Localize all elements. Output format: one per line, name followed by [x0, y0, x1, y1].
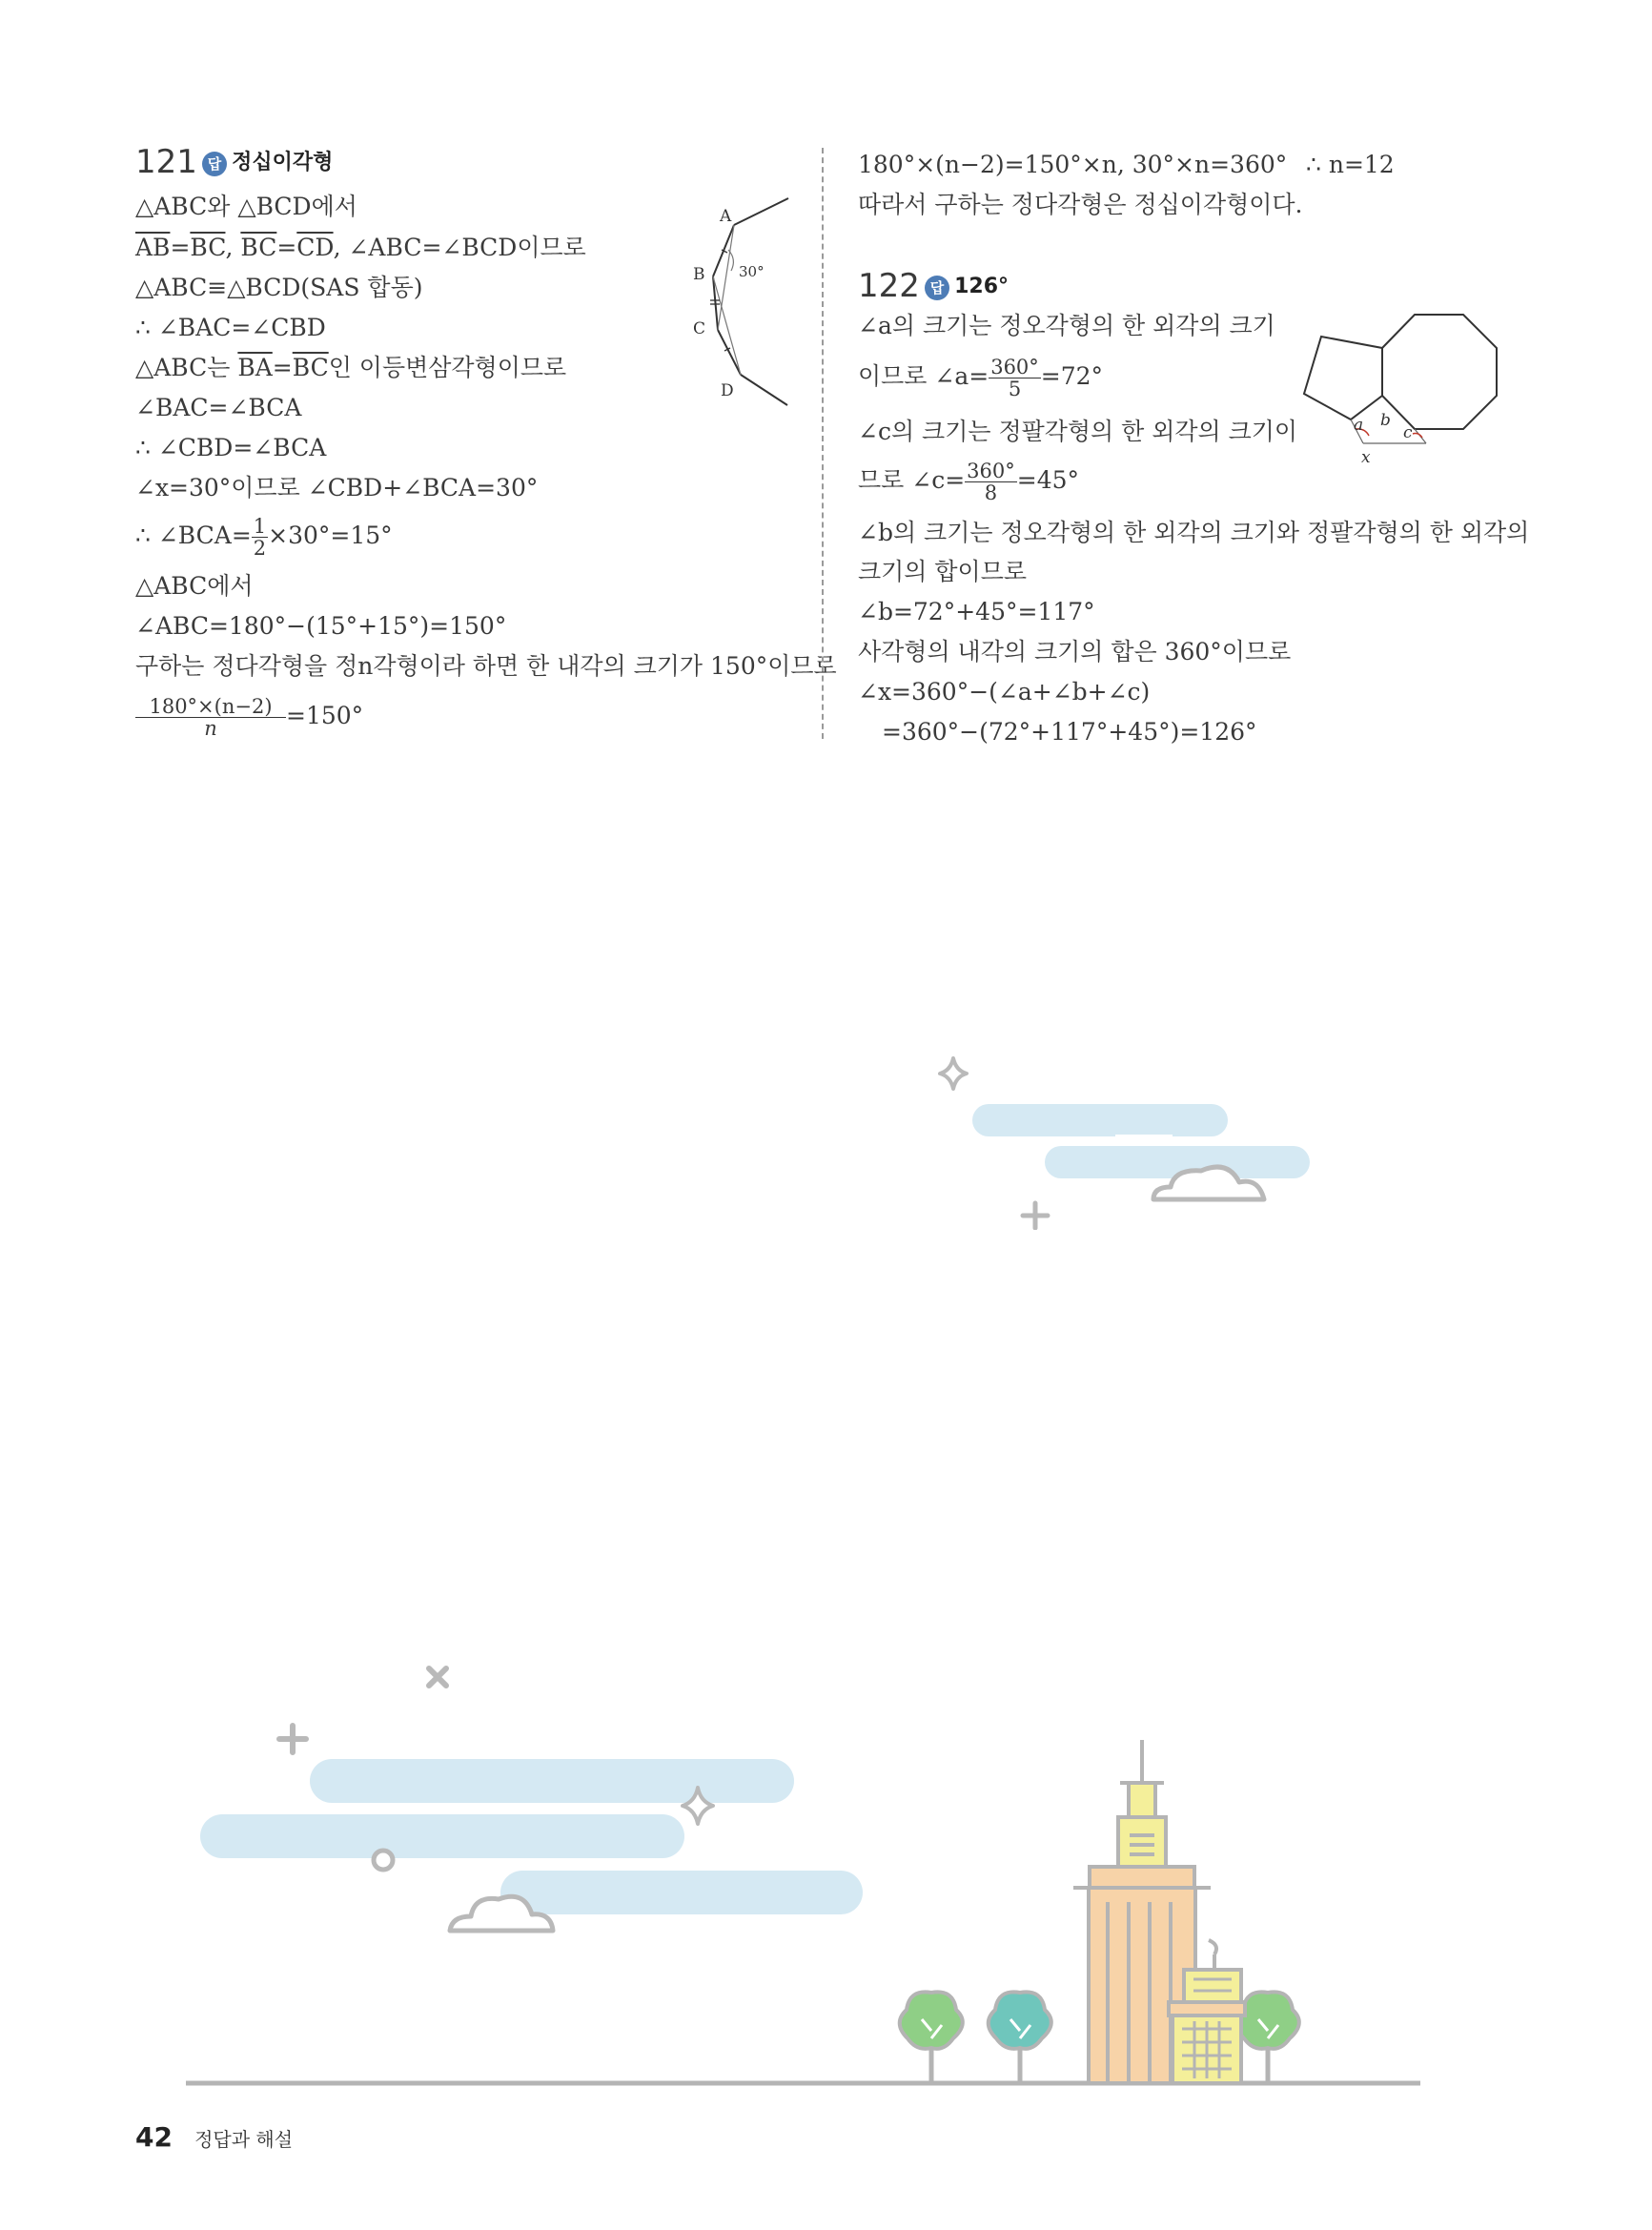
label-a: a: [1354, 416, 1364, 435]
answer-text: 정십이각형: [232, 151, 334, 174]
footer-title: 정답과 해설: [194, 2128, 294, 2151]
text-line: ∴ n=12: [1306, 151, 1395, 178]
fraction-360-8: [965, 460, 1017, 503]
label-angle: 30°: [739, 263, 765, 280]
decorative-clouds-upper: [925, 1039, 1344, 1230]
label-x: x: [1361, 448, 1371, 467]
text-line: 구하는 정다각형을 정n각형이라 하면 한 내각의 크기가 150°이므로: [135, 652, 837, 680]
text-fragment: 이므로 ∠a=: [858, 362, 989, 390]
problem-122-header: [858, 267, 1009, 305]
text-fragment: △ABC는: [135, 354, 238, 381]
text-fragment: 인 이등변삼각형이므로: [328, 354, 567, 381]
text-line: △ABC≡△BCD(SAS 합동): [135, 274, 423, 301]
column-divider: [822, 148, 824, 739]
label-C: C: [693, 319, 706, 338]
plus-icon: [279, 1726, 306, 1752]
page-footer: [135, 2121, 293, 2153]
problem-number: 122: [858, 267, 920, 305]
answer-badge: 답: [925, 276, 949, 300]
text-fragment: =: [276, 234, 297, 261]
text-line: ∴ ∠CBD=∠BCA: [135, 434, 327, 461]
cloud-band: [310, 1759, 794, 1803]
text-line: ∴ ∠BAC=∠CBD: [135, 314, 326, 341]
text-line: ∠a의 크기는 정오각형의 한 외각의 크기: [858, 312, 1275, 339]
text-line: [135, 354, 566, 382]
text-fragment: =: [272, 354, 293, 381]
cloud-band: [200, 1814, 684, 1858]
tree-icon: [989, 1992, 1051, 2083]
text-line: 따라서 구하는 정다각형은 정십이각형이다.: [858, 191, 1303, 218]
fraction-360-5: [989, 357, 1041, 399]
fraction-numerator: 360°: [967, 460, 1015, 482]
text-line: [858, 356, 1103, 399]
text-fragment: =150°: [286, 702, 364, 729]
label-c: c: [1403, 423, 1413, 442]
text-line: ∠b=72°+45°=117°: [858, 598, 1095, 625]
cloud-band: [500, 1871, 863, 1914]
text-fragment: ∴ ∠BCA=: [135, 522, 252, 549]
text-line: △ABC에서: [135, 572, 254, 600]
fraction-denominator: 2: [253, 537, 267, 560]
text-line: [135, 515, 393, 559]
label-B: B: [693, 265, 705, 284]
text-line: =360°−(72°+117°+45°)=126°: [882, 718, 1257, 746]
text-line: [858, 460, 1079, 503]
label-b: b: [1380, 411, 1391, 430]
fraction-denominator: 8: [984, 481, 998, 504]
text-line: 사각형의 내각의 크기의 합은 360°이므로: [858, 638, 1292, 665]
close-mark-icon: [429, 1668, 446, 1686]
fraction-numerator: 1: [253, 515, 267, 538]
segment: $\overline{BC}$: [292, 354, 329, 381]
text-line: [135, 234, 586, 262]
segment: $\overline{CD}$: [296, 234, 334, 261]
circle-mark-icon: [374, 1851, 393, 1870]
text-line: 180°×(n−2)=150°×n, 30°×n=360°: [858, 151, 1288, 178]
text-fragment: ∠ABC=∠BCD이므로: [348, 234, 586, 261]
problem-number: 121: [135, 143, 197, 181]
segment: $\overline{BC}$: [240, 234, 277, 261]
text-fragment: ,: [225, 234, 241, 261]
label-A: A: [720, 207, 732, 226]
fraction-numerator: 180°×(n−2): [135, 696, 286, 718]
text-fragment: ×30°=15°: [268, 522, 393, 549]
tree-icon: [900, 1992, 963, 2083]
fraction-denominator: 5: [1008, 378, 1022, 400]
text-fragment: =72°: [1040, 362, 1104, 390]
answer-badge: 답: [202, 152, 227, 176]
text-fragment: =45°: [1016, 466, 1080, 494]
text-fragment: 므로 ∠c=: [858, 466, 966, 494]
segment: $\overline{BA}$: [237, 354, 273, 381]
text-line: [135, 692, 363, 740]
fraction-denominator: n: [204, 717, 217, 740]
text-line: ∠ABC=180°−(15°+15°)=150°: [135, 612, 507, 640]
text-line: ∠x=30°이므로 ∠CBD+∠BCA=30°: [135, 474, 539, 501]
text-line: ∠BAC=∠BCA: [135, 394, 302, 421]
plus-icon: [1023, 1203, 1048, 1228]
sparkle-icon: [940, 1058, 967, 1089]
problem-121-header: [135, 143, 333, 181]
fraction-half: [252, 516, 268, 559]
decorative-city-scene: [172, 1640, 1439, 2088]
text-line: △ABC와 △BCD에서: [135, 193, 357, 220]
segment: $\overline{BC}$: [190, 234, 226, 261]
polygon-figure-121: [682, 191, 810, 410]
answer-text: 126°: [954, 275, 1010, 298]
text-fragment: =: [170, 234, 191, 261]
text-fragment: ,: [333, 234, 349, 261]
text-line: ∠x=360°−(∠a+∠b+∠c): [858, 678, 1151, 706]
segment: $\overline{AB}$: [135, 234, 171, 261]
cloud-band: [972, 1104, 1228, 1136]
pentagon-octagon-figure: [1296, 310, 1516, 472]
fraction-numerator: 360°: [990, 356, 1039, 378]
fraction-interior-angle: [135, 696, 286, 739]
text-line: ∠b의 크기는 정오각형의 한 외각의 크기와 정팔각형의 한 외각의: [858, 519, 1530, 546]
text-line: ∠c의 크기는 정팔각형의 한 외각의 크기이: [858, 418, 1298, 445]
page-number: 42: [135, 2121, 173, 2153]
text-line: 크기의 합이므로: [858, 558, 1027, 585]
label-D: D: [721, 381, 734, 400]
